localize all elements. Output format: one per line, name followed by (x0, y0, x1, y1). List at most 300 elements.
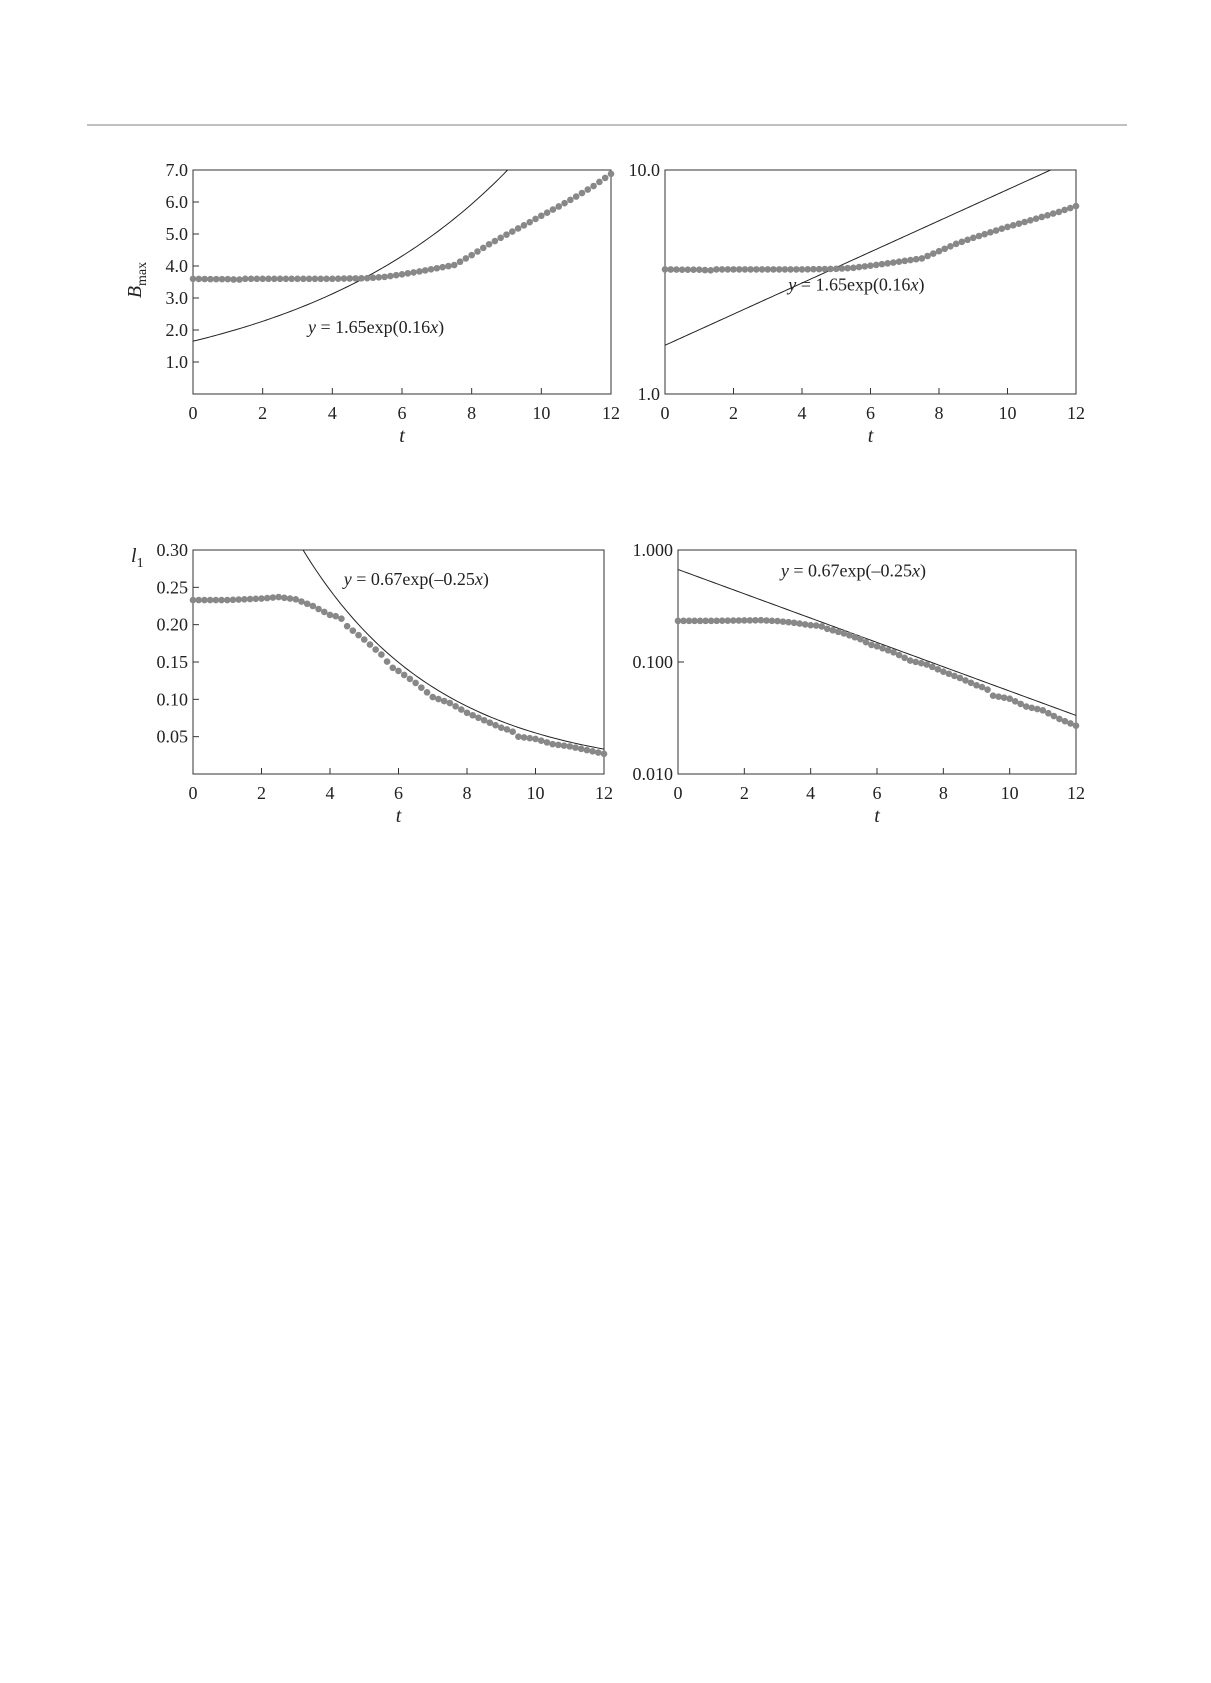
y-tick-label: 1.000 (632, 540, 673, 560)
data-point (549, 741, 556, 748)
x-tick-label: 4 (806, 783, 816, 803)
data-point (1061, 207, 1068, 214)
x-tick-label: 6 (866, 403, 875, 423)
x-tick-label: 10 (998, 403, 1017, 423)
data-point (1034, 706, 1041, 713)
data-point (287, 595, 294, 602)
data-point (1033, 215, 1040, 222)
data-point (418, 684, 425, 691)
data-point (344, 623, 351, 630)
data-point (736, 266, 743, 273)
data-point (713, 266, 720, 273)
x-tick-label: 0 (188, 783, 198, 803)
data-point (1021, 219, 1028, 226)
data-point (567, 197, 574, 204)
data-point (764, 266, 771, 273)
data-point (387, 273, 394, 280)
x-axis-label: t (874, 805, 880, 827)
data-point (947, 243, 954, 250)
data-point (435, 696, 442, 703)
data-point (930, 250, 937, 257)
data-point (791, 619, 798, 626)
data-point (919, 255, 926, 262)
data-point (201, 276, 208, 283)
data-point (776, 266, 783, 273)
data-point (724, 266, 731, 273)
data-point (730, 266, 737, 273)
x-tick-label: 10 (1000, 783, 1019, 803)
data-point (993, 227, 1000, 234)
data-point (584, 747, 591, 754)
plot-frame (678, 550, 1076, 774)
data-point (976, 233, 983, 240)
data-point (254, 276, 261, 283)
fit-line (678, 569, 1076, 715)
data-point (816, 266, 823, 273)
data-point (690, 266, 697, 273)
data-point (1056, 209, 1063, 216)
data-point (475, 714, 482, 721)
data-point (555, 742, 562, 749)
data-point (213, 597, 220, 604)
y-axis-label: $l_1$ (131, 545, 144, 571)
data-point (662, 266, 669, 273)
data-point (252, 595, 259, 602)
data-point (381, 274, 388, 281)
data-point (509, 728, 516, 735)
y-tick-label: 0.20 (156, 614, 188, 635)
data-point (457, 258, 464, 265)
data-point (367, 641, 374, 648)
data-point (315, 606, 322, 613)
data-point (1027, 217, 1034, 224)
data-point (277, 276, 284, 283)
x-tick-label: 4 (797, 403, 807, 423)
data-point (190, 276, 197, 283)
data-point (474, 248, 481, 255)
data-point (602, 175, 609, 182)
data-point (346, 275, 353, 282)
data-point (884, 260, 891, 267)
data-point (964, 237, 971, 244)
data-point (323, 276, 330, 283)
data-point (329, 276, 336, 283)
data-point (401, 672, 408, 679)
data-point (804, 266, 811, 273)
data-point (389, 665, 396, 672)
data-point (355, 632, 362, 639)
data-point (918, 660, 925, 667)
data-point (793, 266, 800, 273)
x-axis-label: t (867, 425, 874, 447)
data-point (434, 265, 441, 272)
x-tick-label: 10 (526, 783, 545, 803)
data-point (248, 276, 255, 283)
data-point (486, 241, 493, 248)
data-point (207, 597, 214, 604)
x-tick-label: 12 (1067, 783, 1085, 803)
data-point (1004, 224, 1011, 231)
data-point (399, 271, 406, 278)
data-point (959, 239, 966, 246)
data-point (879, 261, 886, 268)
data-point (572, 744, 579, 751)
y-tick-label: 0.010 (632, 764, 673, 784)
data-point (747, 266, 754, 273)
data-point (595, 749, 602, 756)
y-tick-label: 10.0 (628, 160, 660, 180)
data-point (995, 693, 1002, 700)
data-point (796, 620, 803, 627)
data-point (306, 276, 313, 283)
data-point (480, 245, 487, 252)
data-point (247, 596, 254, 603)
data-point (532, 736, 539, 743)
data-point (515, 733, 522, 740)
data-point (271, 276, 278, 283)
data-point (370, 274, 377, 281)
data-point (987, 229, 994, 236)
data-point (1073, 203, 1080, 210)
data-point (270, 594, 277, 601)
fit-line (193, 274, 604, 749)
data-point (265, 276, 272, 283)
data-point (410, 269, 417, 276)
fit-equation: y = 0.67exp(–0.25x) (780, 560, 926, 581)
fit-equation: y = 1.65exp(0.16x) (307, 317, 445, 338)
data-point (218, 597, 225, 604)
data-point (566, 743, 573, 750)
data-point (896, 258, 903, 265)
data-point (429, 694, 436, 701)
data-point (998, 225, 1005, 232)
charts (124, 34, 1085, 827)
data-point (497, 235, 504, 242)
x-tick-label: 0 (673, 783, 683, 803)
chart-panel-4 (633, 540, 1086, 827)
data-point (213, 276, 220, 283)
fit-equation: y = 0.67exp(–0.25x) (343, 569, 489, 590)
y-tick-label: 1.0 (637, 384, 660, 404)
x-tick-label: 8 (467, 403, 477, 423)
fit-line (193, 34, 611, 341)
data-point (544, 209, 551, 216)
data-point (463, 255, 470, 262)
data-point (981, 231, 988, 238)
data-point (332, 613, 339, 620)
data-point (901, 258, 908, 265)
x-tick-label: 12 (595, 783, 613, 803)
data-point (464, 709, 471, 716)
data-point (584, 186, 591, 193)
data-point (298, 598, 305, 605)
data-point (856, 264, 863, 271)
data-point (288, 276, 295, 283)
data-point (719, 266, 726, 273)
data-point (190, 597, 197, 604)
data-point (504, 726, 511, 733)
data-point (913, 256, 920, 263)
data-point (196, 276, 203, 283)
data-point (422, 267, 429, 274)
data-point (364, 275, 371, 282)
data-point (407, 676, 414, 683)
data-point (521, 734, 528, 741)
data-point (1001, 694, 1008, 701)
data-point (707, 267, 714, 274)
data-point (526, 219, 533, 226)
data-point (810, 266, 817, 273)
data-point (782, 266, 789, 273)
data-point (936, 248, 943, 255)
data-point (787, 266, 794, 273)
data-point (352, 275, 359, 282)
data-point (1067, 205, 1074, 212)
data-point (264, 595, 271, 602)
chart-panel-3 (131, 274, 613, 827)
data-point (492, 238, 499, 245)
data-point (384, 658, 391, 665)
data-point (1073, 722, 1080, 729)
data-point (970, 235, 977, 242)
data-point (850, 264, 857, 271)
data-point (451, 262, 458, 269)
y-tick-label: 3.0 (165, 288, 188, 308)
x-axis-label: t (395, 805, 402, 827)
data-point (753, 266, 760, 273)
data-point (550, 206, 557, 213)
y-tick-label: 2.0 (165, 320, 188, 340)
data-point (907, 257, 914, 264)
data-point (685, 266, 692, 273)
data-point (833, 266, 840, 273)
data-point (813, 622, 820, 629)
data-point (321, 609, 328, 616)
data-point (1016, 220, 1023, 227)
chart-panel-1 (124, 34, 620, 447)
data-point (294, 276, 301, 283)
data-point (310, 603, 317, 610)
data-point (195, 597, 202, 604)
data-point (458, 706, 465, 713)
y-tick-label: 0.10 (156, 689, 188, 710)
data-point (498, 724, 505, 731)
x-tick-label: 8 (938, 783, 948, 803)
data-point (412, 680, 419, 687)
data-point (317, 276, 324, 283)
data-point (1023, 703, 1030, 710)
data-point (492, 722, 499, 729)
plot-frame (193, 170, 611, 394)
fit-equation: y = 1.65exp(0.16x) (788, 274, 925, 295)
data-point (990, 692, 997, 699)
y-tick-label: 1.0 (165, 352, 188, 372)
data-point (742, 266, 749, 273)
x-tick-label: 4 (325, 783, 335, 803)
x-axis-label: t (399, 425, 405, 447)
data-point (468, 252, 475, 259)
data-point (873, 262, 880, 269)
x-tick-label: 8 (462, 783, 472, 803)
data-point (441, 698, 448, 705)
data-point (1010, 222, 1017, 229)
data-point (503, 231, 510, 238)
chart-panel-2 (629, 159, 1086, 448)
data-point (1050, 210, 1057, 217)
data-point (242, 276, 249, 283)
data-point (292, 596, 299, 603)
data-point (867, 262, 874, 269)
y-tick-label: 0.25 (156, 577, 188, 598)
data-point (1038, 214, 1045, 221)
data-point (667, 266, 674, 273)
data-point (555, 203, 562, 210)
data-point (532, 216, 539, 223)
data-point (521, 222, 528, 229)
x-tick-label: 2 (258, 403, 268, 423)
data-point (924, 253, 931, 260)
data-point (201, 597, 208, 604)
data-point (770, 266, 777, 273)
y-tick-label: 0.30 (156, 540, 188, 560)
data-point (890, 259, 897, 266)
data-point (759, 266, 766, 273)
data-point (395, 668, 402, 675)
data-point (241, 596, 248, 603)
data-point (487, 719, 494, 726)
data-point (230, 596, 237, 603)
data-point (235, 596, 242, 603)
x-tick-label: 6 (394, 783, 403, 803)
data-point (573, 193, 580, 200)
x-tick-label: 12 (602, 403, 620, 423)
x-tick-label: 2 (729, 403, 738, 423)
data-point (538, 212, 545, 219)
data-point (984, 686, 991, 693)
y-tick-label: 7.0 (165, 160, 188, 180)
data-point (259, 276, 266, 283)
data-point (275, 594, 282, 601)
data-point (341, 275, 348, 282)
data-point (225, 276, 232, 283)
data-point (526, 735, 533, 742)
y-tick-label: 0.15 (156, 652, 188, 672)
data-point (219, 276, 226, 283)
data-point (799, 266, 806, 273)
y-tick-label: 0.100 (632, 652, 673, 672)
x-tick-label: 8 (934, 403, 944, 423)
data-point (702, 267, 709, 274)
data-point (258, 595, 265, 602)
data-point (673, 266, 680, 273)
data-point (424, 689, 431, 696)
data-point (827, 266, 834, 273)
data-point (350, 627, 357, 634)
data-point (515, 225, 522, 232)
data-point (207, 276, 214, 283)
y-tick-label: 5.0 (165, 224, 188, 244)
x-tick-label: 12 (1067, 403, 1085, 423)
data-point (405, 270, 412, 277)
data-point (312, 276, 319, 283)
x-tick-label: 0 (660, 403, 670, 423)
data-point (469, 712, 476, 719)
data-point (907, 657, 914, 664)
data-point (439, 264, 446, 271)
data-point (679, 266, 686, 273)
data-point (953, 241, 960, 248)
x-tick-label: 6 (397, 403, 407, 423)
data-point (445, 263, 452, 270)
y-tick-label: 6.0 (165, 192, 188, 212)
data-point (1028, 705, 1035, 712)
data-point (335, 275, 342, 282)
data-point (224, 597, 231, 604)
data-point (300, 276, 307, 283)
data-point (378, 651, 385, 658)
data-point (802, 621, 809, 628)
data-point (452, 703, 459, 710)
data-point (839, 265, 846, 272)
x-tick-label: 0 (188, 403, 198, 423)
data-point (696, 266, 703, 273)
y-tick-label: 0.05 (156, 726, 188, 747)
data-point (481, 717, 488, 724)
data-point (1044, 212, 1051, 219)
data-point (327, 612, 334, 619)
data-point (912, 659, 919, 666)
data-point (509, 228, 516, 235)
data-point (861, 263, 868, 270)
data-point (375, 274, 382, 281)
data-point (416, 268, 423, 275)
data-point (608, 171, 615, 178)
data-point (358, 275, 365, 282)
data-point (236, 276, 243, 283)
data-point (824, 625, 831, 632)
data-point (601, 751, 608, 758)
data-point (589, 748, 596, 755)
x-tick-label: 4 (327, 403, 337, 423)
data-point (596, 179, 603, 186)
data-point (561, 742, 568, 749)
data-point (579, 190, 586, 197)
data-point (283, 276, 290, 283)
data-point (844, 265, 851, 272)
data-point (338, 615, 345, 622)
data-point (868, 642, 875, 649)
x-tick-label: 2 (257, 783, 266, 803)
data-point (447, 700, 454, 707)
data-point (538, 737, 545, 744)
data-point (428, 266, 435, 273)
data-point (941, 245, 948, 252)
data-point (304, 600, 311, 607)
data-point (578, 746, 585, 753)
y-tick-label: 4.0 (165, 256, 188, 276)
data-point (393, 272, 400, 279)
y-axis-label: $B_{max}$ (124, 261, 150, 299)
data-point (281, 594, 288, 601)
data-point (590, 183, 597, 190)
x-tick-label: 10 (532, 403, 551, 423)
x-tick-label: 6 (872, 783, 882, 803)
data-point (544, 739, 551, 746)
data-point (372, 646, 379, 653)
data-point (822, 266, 829, 273)
data-point (561, 200, 568, 207)
x-tick-label: 2 (739, 783, 749, 803)
